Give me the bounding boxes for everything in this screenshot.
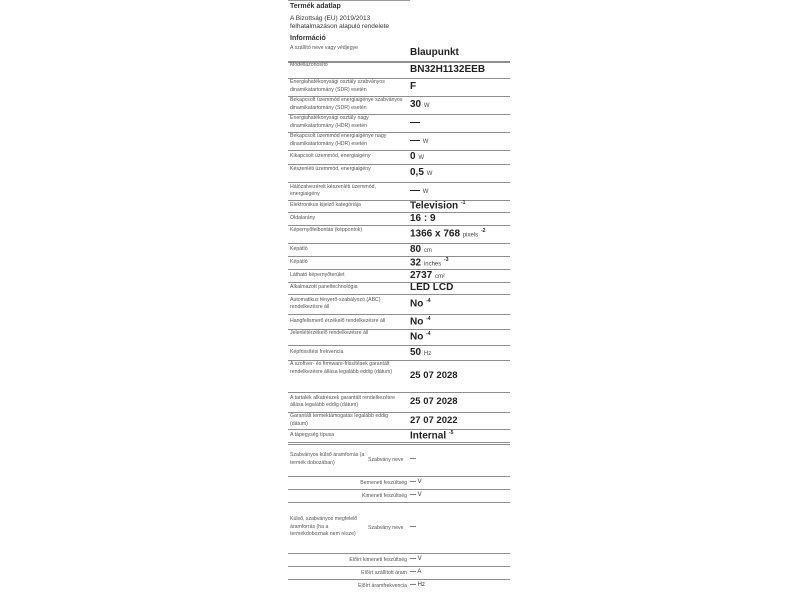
table-row bbox=[288, 360, 510, 393]
divider bbox=[288, 489, 510, 490]
row-value: 2737 cm² bbox=[410, 269, 446, 281]
table-row bbox=[288, 243, 510, 257]
section-heading: Információ bbox=[290, 35, 326, 42]
row-value: No $^{-4}$ bbox=[410, 315, 431, 327]
row-label: A szállító neve vagy védjegye bbox=[290, 45, 359, 51]
table-row bbox=[288, 329, 510, 346]
req-current-label: Előírt szállított áram bbox=[361, 570, 407, 576]
row-label: Látható képernyőterület bbox=[290, 271, 345, 278]
divider bbox=[288, 566, 510, 567]
table-row bbox=[288, 429, 510, 443]
output-voltage-value: — V bbox=[410, 492, 422, 498]
internal-psu-standard-label: Szabvány neve bbox=[368, 457, 404, 463]
divider bbox=[288, 579, 510, 580]
table-row bbox=[288, 131, 510, 151]
table-row bbox=[288, 225, 510, 244]
row-label: Energiahatékonysági osztály nagy dinamikatartomány (HDR) esetén bbox=[290, 115, 369, 129]
req-output-voltage-value: — V bbox=[410, 556, 422, 562]
row-label: Képátló bbox=[290, 258, 308, 265]
divider bbox=[288, 476, 510, 477]
regulation-line-2: felhatalmazáson alapuló rendelete bbox=[290, 23, 390, 30]
table-row bbox=[288, 412, 510, 430]
row-value: 32 inches $^{-3}$ bbox=[410, 256, 449, 268]
table-row bbox=[288, 150, 510, 165]
top-rule bbox=[288, 0, 410, 1]
regulation-line-1: A Bizottság (EU) 2019/2013 bbox=[290, 15, 371, 22]
row-value: Blaupunkt bbox=[410, 46, 459, 58]
table-row bbox=[288, 182, 510, 201]
row-label: Bekapcsolt üzemmód energiaigénye nagy dinamikatartomány (HDR) esetén bbox=[290, 133, 387, 147]
row-value: 50 Hz bbox=[410, 346, 432, 358]
row-label: Bekapcsolt üzemmód energiaigénye szabványos dinamikatartomány (SDR) esetén bbox=[290, 97, 403, 111]
divider bbox=[288, 502, 510, 503]
req-output-voltage-label: Előírt kimeneti feszültség bbox=[349, 557, 407, 563]
row-value: No $^{-4}$ bbox=[410, 298, 431, 310]
table-row bbox=[288, 392, 510, 413]
table-row bbox=[288, 164, 510, 183]
external-psu-label: Külső, szabványos megfelelő áramforrás (ha a termékdoboznak nem része) bbox=[290, 516, 358, 537]
row-label: Modellazonosító bbox=[290, 62, 328, 68]
table-row bbox=[288, 294, 510, 315]
document-title: Termék adatlap bbox=[290, 3, 341, 10]
internal-psu-standard-value: — bbox=[410, 456, 416, 462]
row-label: Automatikus fényerő-szabályozó (ABC) rendelkezésre áll bbox=[290, 296, 381, 310]
row-label: Elektronikus kijelző kategóriája bbox=[290, 202, 361, 209]
external-psu-standard-label: Szabvány neve bbox=[368, 525, 404, 531]
row-label: Energiahatékonysági osztály szabványos dinamikatartomány (SDR) esetén bbox=[290, 79, 385, 93]
req-frequency-value: — Hz bbox=[410, 582, 426, 588]
row-label: Alkalmazott paneltechnológia bbox=[290, 284, 358, 291]
row-value: 0,5 W bbox=[410, 167, 433, 178]
row-value: Internal $^{-5}$ bbox=[410, 429, 454, 441]
row-label: Képernyőfelbontás (képpontok) bbox=[290, 226, 363, 233]
input-voltage-label: Bemeneti feszültség bbox=[360, 480, 407, 486]
table-row bbox=[288, 95, 510, 115]
row-label: A tápegység típusa bbox=[290, 431, 335, 438]
table-row bbox=[288, 314, 510, 330]
table-row bbox=[288, 77, 510, 97]
row-label: Képfrissítési frekvencia bbox=[290, 348, 344, 355]
row-value: 30 W bbox=[410, 98, 430, 110]
row-label: Képátló bbox=[290, 245, 308, 252]
req-frequency-label: Előírt áramfrekvencia bbox=[357, 583, 407, 589]
internal-psu-label: Szabványos külső áramforrás (a termék dobozában) bbox=[290, 452, 365, 466]
req-current-value: — A bbox=[410, 569, 422, 575]
table-row bbox=[288, 113, 510, 133]
table-row bbox=[288, 345, 510, 361]
row-label: A tartalék alkatrészek garantált rendelkezésre állása legalább eddig (dátum) bbox=[290, 394, 395, 408]
row-value: 16 : 9 bbox=[410, 212, 436, 224]
row-value: 80 cm bbox=[410, 243, 432, 255]
row-value: 1366 x 768 pixels $^{-2}$ bbox=[410, 228, 486, 240]
row-value: 25 07 2028 bbox=[410, 370, 458, 381]
row-label: Oldalarány bbox=[290, 214, 316, 221]
output-voltage-label: Kimeneti feszültség bbox=[362, 493, 407, 499]
row-label: Hangfelismerő érzékelő rendelkezésre áll bbox=[290, 317, 386, 324]
row-value: No $^{-4}$ bbox=[410, 331, 431, 343]
table-row bbox=[288, 212, 510, 226]
divider bbox=[288, 444, 510, 445]
row-value: — W bbox=[410, 185, 429, 196]
row-value: F bbox=[410, 80, 417, 92]
row-label: Hálózatvezérelt készenléti üzemmód, energiaigény bbox=[290, 183, 376, 197]
row-label: Jelenlétérzékelő rendelkezésre áll bbox=[290, 330, 369, 336]
row-value: 0 W bbox=[410, 151, 425, 162]
row-value: Television $^{-1}$ bbox=[410, 200, 466, 212]
row-value: — W bbox=[410, 134, 429, 146]
row-value: BN32H1132EEB bbox=[410, 63, 486, 75]
row-value: — bbox=[410, 116, 420, 128]
table-row bbox=[288, 269, 510, 283]
divider bbox=[288, 553, 510, 554]
row-value: 25 07 2028 bbox=[410, 396, 458, 407]
input-voltage-value: — V bbox=[410, 479, 422, 485]
external-psu-standard-value: — bbox=[410, 524, 416, 530]
table-row bbox=[288, 256, 510, 270]
row-label: Kikapcsolt üzemmód, energiaigény bbox=[290, 153, 371, 160]
row-value: LED LCD bbox=[410, 282, 454, 293]
row-label: Garantált terméktámogatás legalább eddig (dátum) bbox=[290, 413, 389, 427]
row-value: 27 07 2022 bbox=[410, 414, 458, 426]
row-label: Készenléti üzemmód, energiaigény bbox=[290, 165, 371, 172]
row-label: A szoftver- és firmware-frissítések garantált rendelkezésre állása legalább eddig (dátum) bbox=[290, 361, 393, 375]
